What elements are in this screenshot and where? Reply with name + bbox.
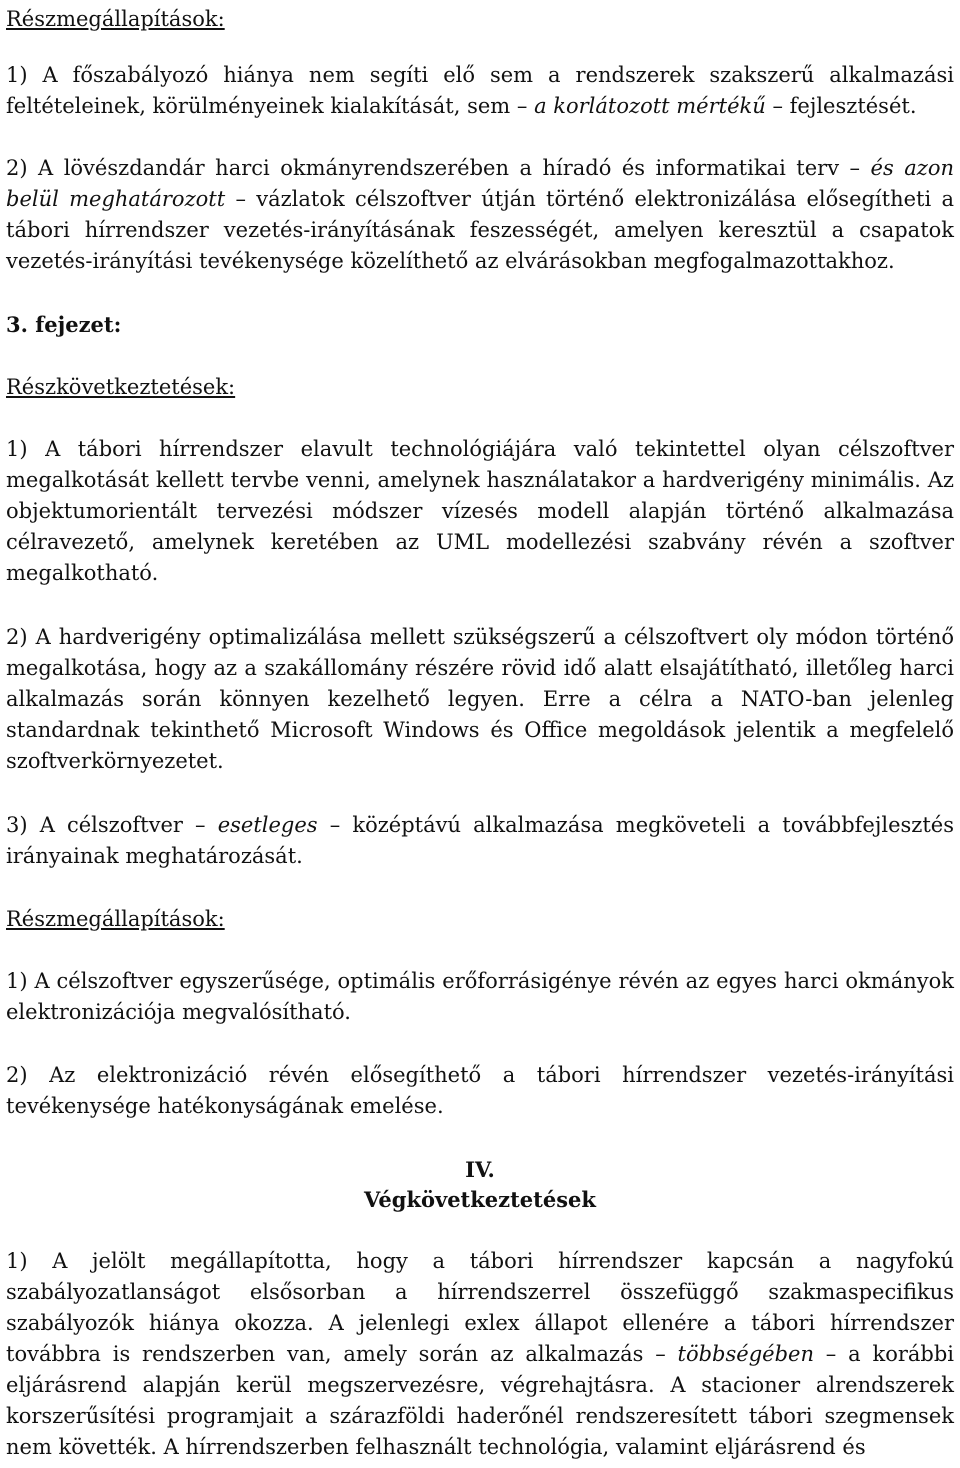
- italic-text-segment: és azon belül meghatározott: [6, 156, 954, 211]
- italic-text-segment: esetleges: [217, 813, 318, 837]
- paragraph-final-conclusion-1: [6, 1246, 954, 1463]
- final-conclusions-heading: Végkövetkeztetések: [364, 1187, 596, 1212]
- text-segment: 2) Az elektronizáció révén elősegíthető a tábori hírrendszer vezetés-irányítási tevékenysége hatékonyságának emelése.: [6, 1063, 954, 1118]
- section-heading-conclusions: Részkövetkeztetések:: [6, 375, 236, 399]
- paragraph-finding-1: [6, 60, 954, 122]
- text-segment: 1) A célszoftver egyszerűsége, optimális erőforrásigénye révén az egyes harci okmányok elektronizációja megvalósítható.: [6, 969, 954, 1024]
- text-segment: – a korábbi eljárásrend alapján kerül megszervezésre, végrehajtásra. A stacioner alrendszerek korszerűsítési programjait a szárazföldi haderőnél rendszeresített tábori szegmensek nem követték. A hírrendszerben felhasznált technológia, valamint eljárásrend és: [6, 1342, 954, 1459]
- paragraph-finding-2: [6, 153, 954, 277]
- text-segment: 3) A célszoftver –: [6, 813, 218, 837]
- italic-text-segment: többségében: [677, 1342, 814, 1366]
- paragraph-conclusion-3: [6, 810, 954, 872]
- text-segment: 2) A hardverigény optimalizálása mellett szükségszerű a célszoftvert oly módon történő megalkotása, hogy az a szakállomány részére rövid idő alatt elsajátítható, illetőleg harci alkalmazás során könnyen kezelhető legyen. Erre a célra a NATO-ban jelenleg standardnak tekinthető Microsoft Windows és Office megoldások jelentik a megfelelő szoftverkörnyezetet.: [6, 625, 954, 773]
- text-segment: – vázlatok célszoftver útján történő elektronizálása elősegítheti a tábori hírrendszer vezetés-irányításának feszességét, amelyen keresztül a csapatok vezetés-irányítási tevékenysége közelíthető az elvárásokban megfogalmazottakhoz.: [6, 187, 954, 273]
- section-heading-findings-2: Részmegállapítások:: [6, 907, 225, 931]
- italic-text-segment: a korlátozott mértékű: [534, 94, 766, 118]
- text-segment: 2) A lövészdandár harci okmányrendszerében a híradó és informatikai terv –: [6, 156, 871, 180]
- paragraph-finding-4: [6, 1060, 954, 1122]
- text-segment: 1) A jelölt megállapította, hogy a tábori hírrendszer kapcsán a nagyfokú szabályozatlanságot elsősorban a hírrendszerrel összefüggő szakmaspecifikus szabályozók hiánya okozza. A jelenlegi exlex állapot ellenére a tábori hírrendszer továbbra is rendszerben van, amely során az alkalmazás –: [6, 1249, 954, 1366]
- text-segment: 1) A tábori hírrendszer elavult technológiájára való tekintettel olyan célszoftver megalkotását kellett tervbe venni, amelynek használatakor a hardverigény minimális. Az objektumorientált tervezési módszer vízesés modell alapján történő alkalmazása célravezető, amelynek keretében az UML modellezési szabvány révén a szoftver megalkotható.: [6, 437, 954, 585]
- section-heading-findings-1: Részmegállapítások:: [6, 7, 225, 31]
- part-number-heading: IV.: [465, 1157, 495, 1182]
- paragraph-conclusion-1: [6, 434, 954, 589]
- text-segment: – középtávú alkalmazása megköveteli a továbbfejlesztés irányainak meghatározását.: [6, 813, 955, 868]
- text-segment: 1) A főszabályozó hiánya nem segíti elő sem a rendszerek szakszerű alkalmazási feltételeinek, körülményeinek kialakítását, sem –: [6, 63, 954, 118]
- chapter-heading: 3. fejezet:: [6, 312, 122, 337]
- paragraph-conclusion-2: [6, 622, 954, 777]
- text-segment: – fejlesztését.: [765, 94, 917, 118]
- paragraph-finding-3: [6, 966, 954, 1028]
